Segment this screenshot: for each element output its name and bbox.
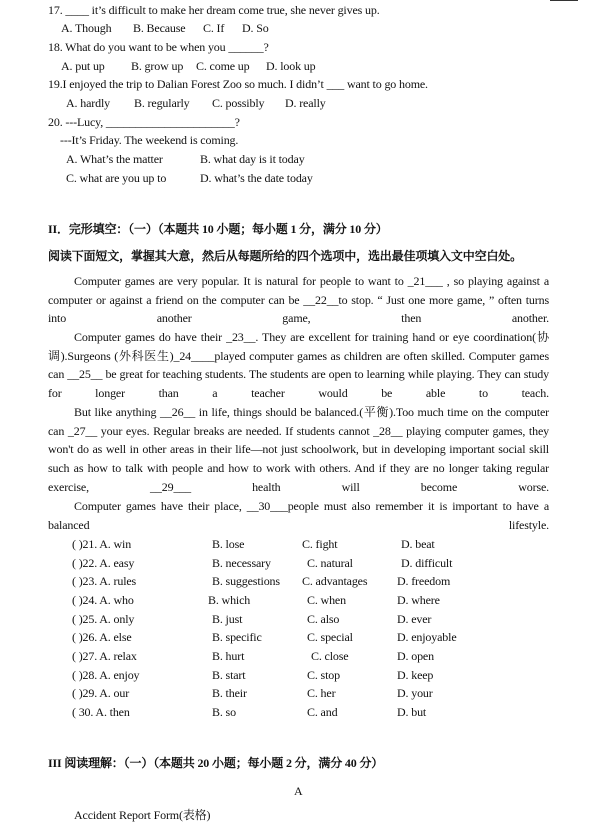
q18-option-c: C. come up — [196, 59, 250, 73]
q17-option-b: B. Because — [133, 21, 186, 35]
option-29-d: D. your — [397, 686, 433, 700]
option-row-30: ( 30. A. then — [72, 705, 130, 719]
option-29-c: C. her — [307, 686, 336, 700]
option-23-d: D. freedom — [397, 574, 451, 588]
form-title: Accident Report Form(表格) — [74, 808, 211, 822]
option-28-d: D. keep — [397, 668, 434, 682]
q19-option-d: D. really — [285, 96, 326, 110]
q20-option-d: D. what’s the date today — [200, 171, 313, 185]
option-24-d: D. where — [397, 593, 440, 607]
section-2-heading: II．完形填空：（一）（本题共 10 小题；每小题 1 分，满分 10 分） — [48, 222, 388, 236]
option-25-c: C. also — [307, 612, 340, 626]
option-row-22: ( )22. A. easy — [72, 556, 135, 570]
passage-label: A — [294, 784, 303, 798]
option-21-b: B. lose — [212, 537, 245, 551]
option-23-b: B. suggestions — [212, 574, 280, 588]
option-30-b: B. so — [212, 705, 236, 719]
question-19: 19.I enjoyed the trip to Dalian Forest Zoo so much. I didn’t ___ want to go home. — [48, 77, 428, 91]
option-30-d: D. but — [397, 705, 427, 719]
option-25-d: D. ever — [397, 612, 432, 626]
option-28-c: C. stop — [307, 668, 340, 682]
cloze-paragraph-1: Computer games are very popular. It is natural for people to want to _21___ , so playing against a computer or against a friend on the computer can be __22__to stop. “ Just one more game, ” often turns into another game, then another. — [48, 274, 550, 326]
option-27-b: B. hurt — [212, 649, 245, 663]
option-23-c: C. advantages — [302, 574, 368, 588]
question-17: 17. ____ it’s difficult to make her dream come true, she never gives up. — [48, 3, 380, 17]
option-24-b: B. which — [208, 593, 251, 607]
question-20: 20. ---Lucy, ______________________? — [48, 115, 240, 129]
option-row-29: ( )29. A. our — [72, 686, 130, 700]
page-edge-mark — [550, 0, 578, 1]
q19-option-c: C. possibly — [212, 96, 265, 110]
q17-option-d: D. So — [242, 21, 269, 35]
option-24-c: C. when — [307, 593, 346, 607]
option-30-c: C. and — [307, 705, 338, 719]
q19-option-a: A. hardly — [66, 96, 110, 110]
option-26-c: C. special — [307, 630, 353, 644]
question-20-response: ---It’s Friday. The weekend is coming. — [60, 133, 239, 147]
q18-option-b: B. grow up — [131, 59, 184, 73]
option-22-b: B. necessary — [212, 556, 271, 570]
cloze-paragraph-2: Computer games do have their _23__. They are excellent for training hand or eye coordination(协调).Surgeons (外科医生)_24____played computer games as children are often skilled. Computer games can __25__ be great for teaching students. The students are open to learning while playing. They can study for longer than a teacher would be able to teach. — [48, 330, 549, 401]
q17-option-c: C. If — [203, 21, 225, 35]
option-27-d: D. open — [397, 649, 434, 663]
q19-option-b: B. regularly — [134, 96, 190, 110]
option-25-b: B. just — [212, 612, 243, 626]
option-28-b: B. start — [212, 668, 246, 682]
section-2-instruction: 阅读下面短文，掌握其大意，然后从每题所给的四个选项中，选出最佳项填入文中空白处。 — [48, 249, 523, 263]
option-21-d: D. beat — [401, 537, 435, 551]
option-21-c: C. fight — [302, 537, 338, 551]
option-26-b: B. specific — [212, 630, 262, 644]
option-29-b: B. their — [212, 686, 247, 700]
option-22-c: C. natural — [307, 556, 353, 570]
question-18: 18. What do you want to be when you ______? — [48, 40, 269, 54]
cloze-paragraph-3: But like anything __26__ in life, things should be balanced.(平衡).Too much time on the computer can _27__ your eyes. Regular breaks are needed. If students cannot _28__ playing computer games, they won't do as well in other areas in their life—not just schoolwork, but in developing important social skill such as how to talk with people and how to work with others. And if they are no longer taking regular exercise, __29___ health will become worse. — [48, 405, 549, 494]
option-row-24: ( )24. A. who — [72, 593, 134, 607]
q18-option-a: A. put up — [61, 59, 105, 73]
q20-option-b: B. what day is it today — [200, 152, 305, 166]
option-row-25: ( )25. A. only — [72, 612, 135, 626]
q20-option-a: A. What’s the matter — [66, 152, 163, 166]
cloze-paragraph-4: Computer games have their place, __30___people must also remember it is important to have a balanced lifestyle. — [48, 499, 549, 532]
option-27-c: C. close — [311, 649, 349, 663]
section-3-heading: III 阅读理解：（一）（本题共 20 小题；每小题 2 分，满分 40 分） — [48, 756, 384, 770]
q17-option-a: A. Though — [61, 21, 112, 35]
option-22-d: D. difficult — [401, 556, 453, 570]
q18-option-d: D. look up — [266, 59, 316, 73]
q20-option-c: C. what are you up to — [66, 171, 167, 185]
option-row-26: ( )26. A. else — [72, 630, 132, 644]
option-26-d: D. enjoyable — [397, 630, 457, 644]
option-row-23: ( )23. A. rules — [72, 574, 137, 588]
option-row-21: ( )21. A. win — [72, 537, 132, 551]
option-row-28: ( )28. A. enjoy — [72, 668, 140, 682]
option-row-27: ( )27. A. relax — [72, 649, 137, 663]
